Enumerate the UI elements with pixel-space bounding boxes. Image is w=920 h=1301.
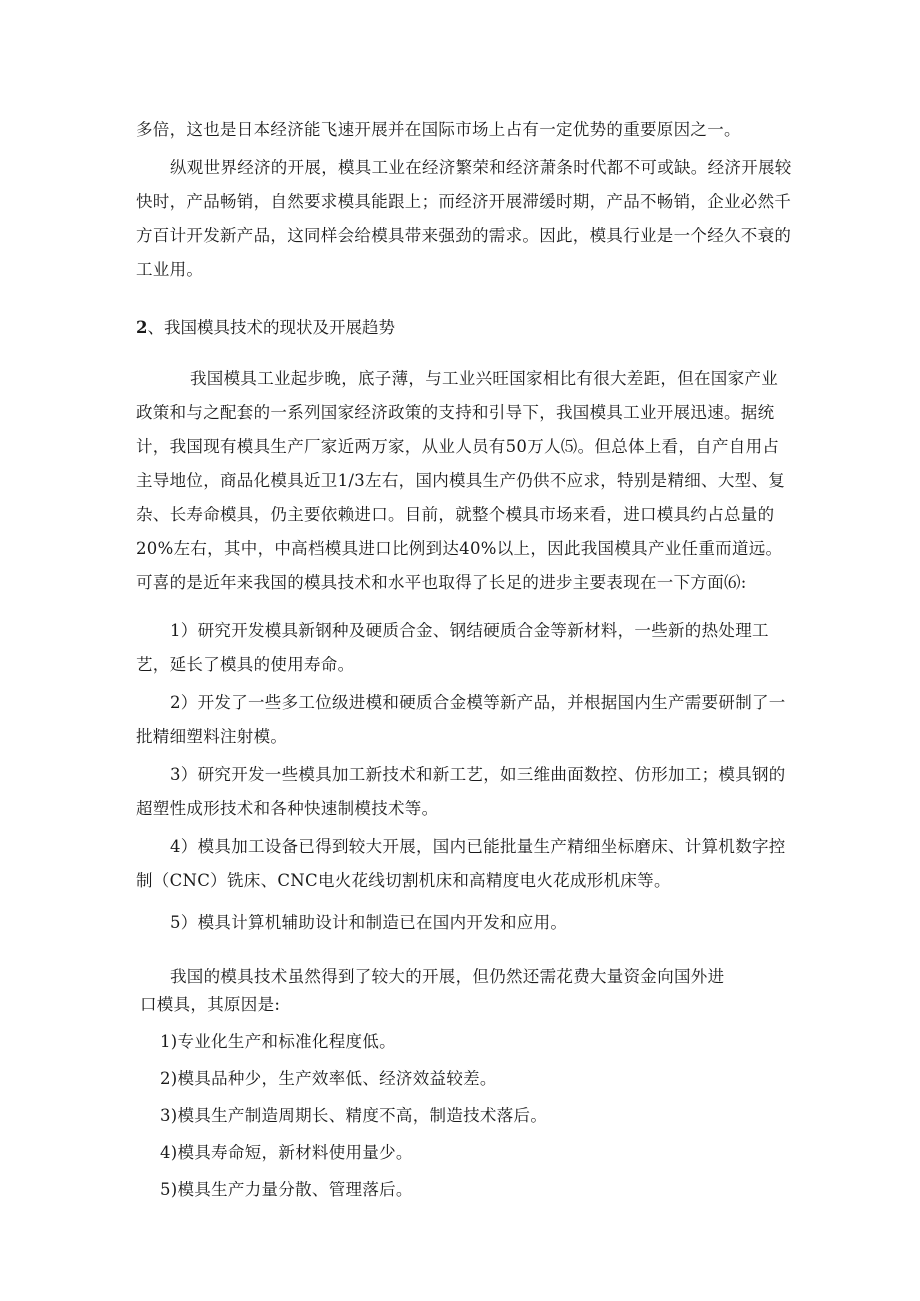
progress-item-5: 5）模具计算机辅助设计和制造已在国内开发和应用。 — [170, 913, 568, 932]
progress-item-2: 2）开发了一些多工位级进模和硬质合金模等新产品，并根据国内生产需要研制了一批精细塑料注射模。 — [136, 693, 786, 746]
reason-item: 1)专业化生产和标准化程度低。 — [160, 1032, 396, 1051]
reason-item: 2)模具品种少，生产效率低、经济效益较差。 — [160, 1069, 497, 1088]
paragraph-intro-continuation: 多倍，这也是日本经济能飞速开展并在国际市场上占有一定优势的重要原因之一。 — [136, 120, 741, 139]
reason-item: 4)模具寿命短，新材料使用量少。 — [160, 1143, 413, 1162]
section-title: 、我国模具技术的现状及开展趋势 — [147, 318, 395, 337]
progress-item-1: 1）研究开发模具新钢种及硬质合金、钢结硬质合金等新材料，一些新的热处理工艺，延长了模具的使用寿命。 — [136, 621, 769, 674]
section-heading — [136, 311, 395, 345]
paragraph-china-status: 我国模具工业起步晚，底子薄，与工业兴旺国家相比有很大差距，但在国家产业政策和与之配套的一系列国家经济政策的支持和引导下，我国模具工业开展迅速。据统计，我国现有模具生产厂家近两万家，从业人员有50万人⑸。但总体上看，自产自用占主导地位，商品化模具近卫1/3左右，国内模具生产仍供不应求，特别是精细、大型、复杂、长寿命模具，仍主要依赖进口。目前，就整个模具市场来看，进口模具约占总量的20%左右，其中，中高档模具进口比例到达40%以上，因此我国模具产业任重而道远。可喜的是近年来我国的模具技术和水平也取得了长足的进步主要表现在一下方面⑹: — [136, 369, 786, 592]
progress-item-3: 3）研究开发一些模具加工新技术和新工艺，如三维曲面数控、仿形加工；模具钢的超塑性成形技术和各种快速制模技术等。 — [136, 765, 786, 818]
reason-item: 3)模具生产制造周期长、精度不高，制造技术落后。 — [160, 1106, 548, 1125]
progress-item-4: 4）模具加工设备已得到较大开展，国内已能批量生产精细坐标磨床、计算机数字控制（CNC）铣床、CNC电火花线切割机床和高精度电火花成形机床等。 — [136, 837, 786, 890]
paragraph-reasons-intro-line1: 我国的模具技术虽然得到了较大的开展，但仍然还需花费大量资金向国外进 — [170, 967, 725, 986]
reason-item: 5)模具生产力量分散、管理落后。 — [160, 1180, 413, 1199]
paragraph-world-economy: 纵观世界经济的开展，模具工业在经济繁荣和经济萧条时代都不可或缺。经济开展较快时，产品畅销，自然要求模具能跟上；而经济开展滞缓时期，产品不畅销，企业必然千方百计开发新产品，这同样会给模具带来强劲的需求。因此，模具行业是一个经久不衰的工业用。 — [136, 158, 792, 279]
paragraph-reasons-intro-line2: 口模具，其原因是: — [140, 995, 281, 1014]
section-number: 2 — [136, 318, 148, 337]
